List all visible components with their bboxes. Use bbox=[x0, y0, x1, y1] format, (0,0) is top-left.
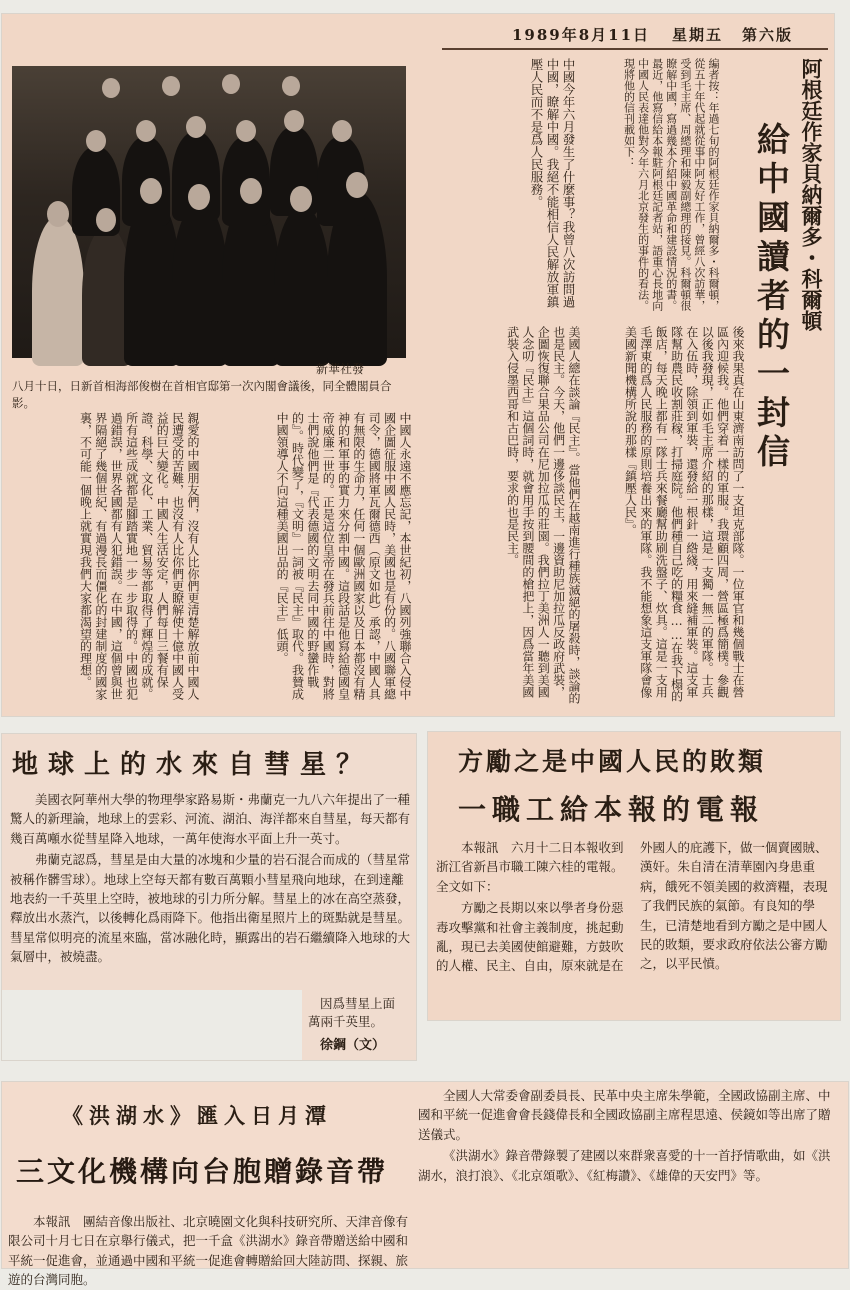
telegram-headline-1: 方勵之是中國人民的敗類 bbox=[458, 747, 767, 776]
letter-body-upper: 中國今年六月發生了什麼事？我曾八次訪問過中國，瞭解中國。我絕不能相信人民解放軍鎮壓人民而不是爲人民服務。 bbox=[529, 58, 576, 308]
clipping-comet bbox=[2, 734, 416, 1060]
tape-paragraph-1: 本報訊 團結音像出版社、北京曉園文化與科技研究所、天津音像有限公司十月七日在京舉行儀式，把一千盒《洪湖水》錄音帶贈送給中國和平統一促進會，並通過中國和平統一促進會轉贈給回大陸訪問、探親、旅遊的台灣同胞。 bbox=[8, 1214, 409, 1288]
masthead-rule bbox=[442, 48, 828, 50]
tape-headline-1: 《洪湖水》匯入日月潭 bbox=[62, 1103, 332, 1128]
tape-headline-2: 三文化機構向台胞贈錄音帶 bbox=[16, 1155, 389, 1188]
clipping-telegram bbox=[428, 732, 840, 1020]
comet-paragraph-2: 弗蘭克認爲，彗星是由大量的冰塊和少量的岩石混合而成的（彗星常被稱作髒雪球）。地球上空每天都有數百萬顆小彗星飛向地球，在到達離地表約一千英里上空時，被地球的引力所分解。彗星上的冰在高空蒸發，釋放出水蒸汽，以後轉化爲雨降下。他指出衛星照片上的斑點就是彗星。彗星常似明亮的流星來臨，當冰融化時，顯露出的岩石繼續降入地球的大氣層中，被燒盡。 bbox=[10, 852, 411, 964]
letter-body-lower-2: 中國人永遠不應忘記，本世紀初，八國列強聯合入侵中國企圖征服中國人民時，美國也是有份的。八國聯軍總司令，德國將軍瓦爾德西（原文如此）承認，中國人具有無限的生命力，任何一個歐洲國家以及日本都沒有精神的和軍事的實力來分割中國。這段話是他寫給德國皇帝威廉二世的。正是這位皇帝在發兵前往中國時，對將士們說他們是『代表德國的文明去同中國的野蠻作戰的』。時代變了，『文明』一詞被『民主』取代。我贊成中國領導人不向這種美國出品的『民主』低頭。 bbox=[275, 412, 412, 700]
letter-body-lower-1: 美國人總在談論『民主』。當他們在越南進行種族滅絕的屠殺時，談論的也是民主。今天，他們一邊侈談民主，一邊資助尼加拉瓜反政府武裝，企圖恢復聯合果品公司在尼加拉瓜的莊園。我們拉丁美洲人一聽到美國人念叨『民主』這個詞時，就會用手按到腰間的槍把上，因爲當年美國武裝入侵墨西哥和古巴時，要求的也是民主。 bbox=[505, 326, 581, 704]
comet-tail-fragment-2: 萬兩千英里。 bbox=[308, 1014, 384, 1029]
masthead-weekday: 星期五 bbox=[672, 26, 724, 44]
tape-body-left bbox=[8, 1212, 409, 1288]
comet-tail-fragment: 因爲彗星上面 bbox=[320, 996, 396, 1011]
masthead-page: 第六版 bbox=[742, 26, 794, 44]
telegram-headline-2: 一職工給本報的電報 bbox=[458, 793, 765, 826]
letter-headline: 給中國讀者的一封信 bbox=[752, 122, 791, 473]
cabinet-photo bbox=[12, 66, 406, 358]
comet-paragraph-1: 美國衣阿華州大學的物理學家路易斯・弗蘭克一九八六年提出了一種驚人的新理論，地球上的雲彩、河流、湖泊、海洋都來自彗星，每天都有幾百萬噸水從彗星降入地球，一萬年使海水平面上升一英寸。 bbox=[10, 792, 411, 846]
telegram-paragraph-2: 方勵之長期以來以學者身份惡毒攻擊黨和社會主義制度，挑起動亂，現已去美國使館避難，方鼓吹的人權、民主、自由，原來就是在外國人的庇護下，做一個賣國賊、漢奸。朱自清在清華園內身患重病，餓死不領美國的救濟糧，表現了我們民族的氣節。有良知的學生，已清楚地看到方勵之是中國人民的敗類，要求政府依法公審方勵之，以平民憤。 bbox=[436, 840, 828, 974]
photo-caption: 八月十日，日新首相海部俊樹在首相官邸第一次內閣會議後，同全體閣員合影。 bbox=[12, 379, 392, 410]
comet-headline: 地球上的水來自彗星？ bbox=[12, 750, 373, 780]
comet-body bbox=[10, 790, 410, 988]
tape-paragraph-3: 《洪湖水》錄音帶錄製了建國以來群衆喜愛的十一首抒情歌曲，如《洪湖水，浪打浪》、《北京頌歌》、《紅梅讚》、《雄偉的天安門》等。 bbox=[418, 1148, 831, 1183]
masthead bbox=[442, 18, 822, 50]
telegram-paragraph-1: 本報訊 六月十二日本報收到浙江省新昌市職工陳六桂的電報。全文如下： bbox=[436, 840, 624, 894]
letter-editor-note: 編者按：年過七旬的阿根廷作家貝納爾多・科爾頓，從五十年代起就從事中阿友好工作，曾經八次訪華，受到毛主席、周總理和陳毅副總理的接見。科爾頓很瞭解中國，寫過幾本介紹中國革命和建設情況的書。最近，他寫信給本報駐阿根廷記者站，語重心長地向中國人民表達他對今年六月北京發生的事件的看法。現將他的信刊載如下： bbox=[622, 58, 720, 311]
comet-author: 徐鋼（文） bbox=[320, 1038, 386, 1053]
letter-body-right-column: 後來我果真在山東濟南訪問了一支坦克部隊。一位軍官和幾個戰士在營區內迎候我。他們穿着一樣的軍服。我環顧四周，營區極爲簡樸。參觀以後我發現，正如毛主席介紹的那樣，這是一支獨一無二的軍隊。士兵在入伍時，除領到軍裝，還發給一根針一綹綫，用來縫補軍裝。這支軍隊幫助農民收割莊稼，打掃庭院。他們種自己吃的糧食……在我下榻的飯店，每天晚上都有一隊士兵來餐廳幫助刷洗盤子、炊具。這是一支用毛澤東的爲人民服務的原則培養出來的軍隊。我不能想象這支軍隊會像美國新聞機構所說的那樣『鎮壓人民』。 bbox=[623, 326, 745, 702]
clipping-tape bbox=[2, 1082, 848, 1288]
letter-kicker: 阿根廷作家貝納爾多・科爾頓 bbox=[799, 58, 824, 331]
tape-body-right bbox=[418, 1086, 842, 1264]
comet-overlap-strip bbox=[2, 990, 302, 1060]
masthead-date: 1989年8月11日 bbox=[512, 26, 651, 44]
clipping-letter bbox=[2, 14, 834, 716]
photo-credit: 新華社發 bbox=[316, 362, 365, 376]
telegram-body bbox=[436, 838, 834, 1014]
tape-paragraph-2: 全國人大常委會副委員長、民革中央主席朱學範，全國政協副主席、中國和平統一促進會會長錢偉長和全國政協副主席程思遠、侯鏡如等出席了贈送儀式。 bbox=[418, 1088, 831, 1142]
letter-body-lower-3: 親愛的中國朋友們，沒有人比你們更清楚解放前中國人民遭受的苦難，也沒有人比你們更瞭解使十億中國人受益的巨大變化。中國人生活安定，人們每日三餐有保證，科學、文化、工業、貿易等都取得了輝煌的成就。所有這些成就都是腳踏實地一步一步取得的。中國也犯過錯誤，世界各國都有人犯錯誤。在中國，這個曾與世界隔絕了幾個世紀、有過漫長而僵化的封建制度的國家裏，不可能一個晚上就實現我們大家都渴望的理想。 bbox=[78, 412, 200, 700]
